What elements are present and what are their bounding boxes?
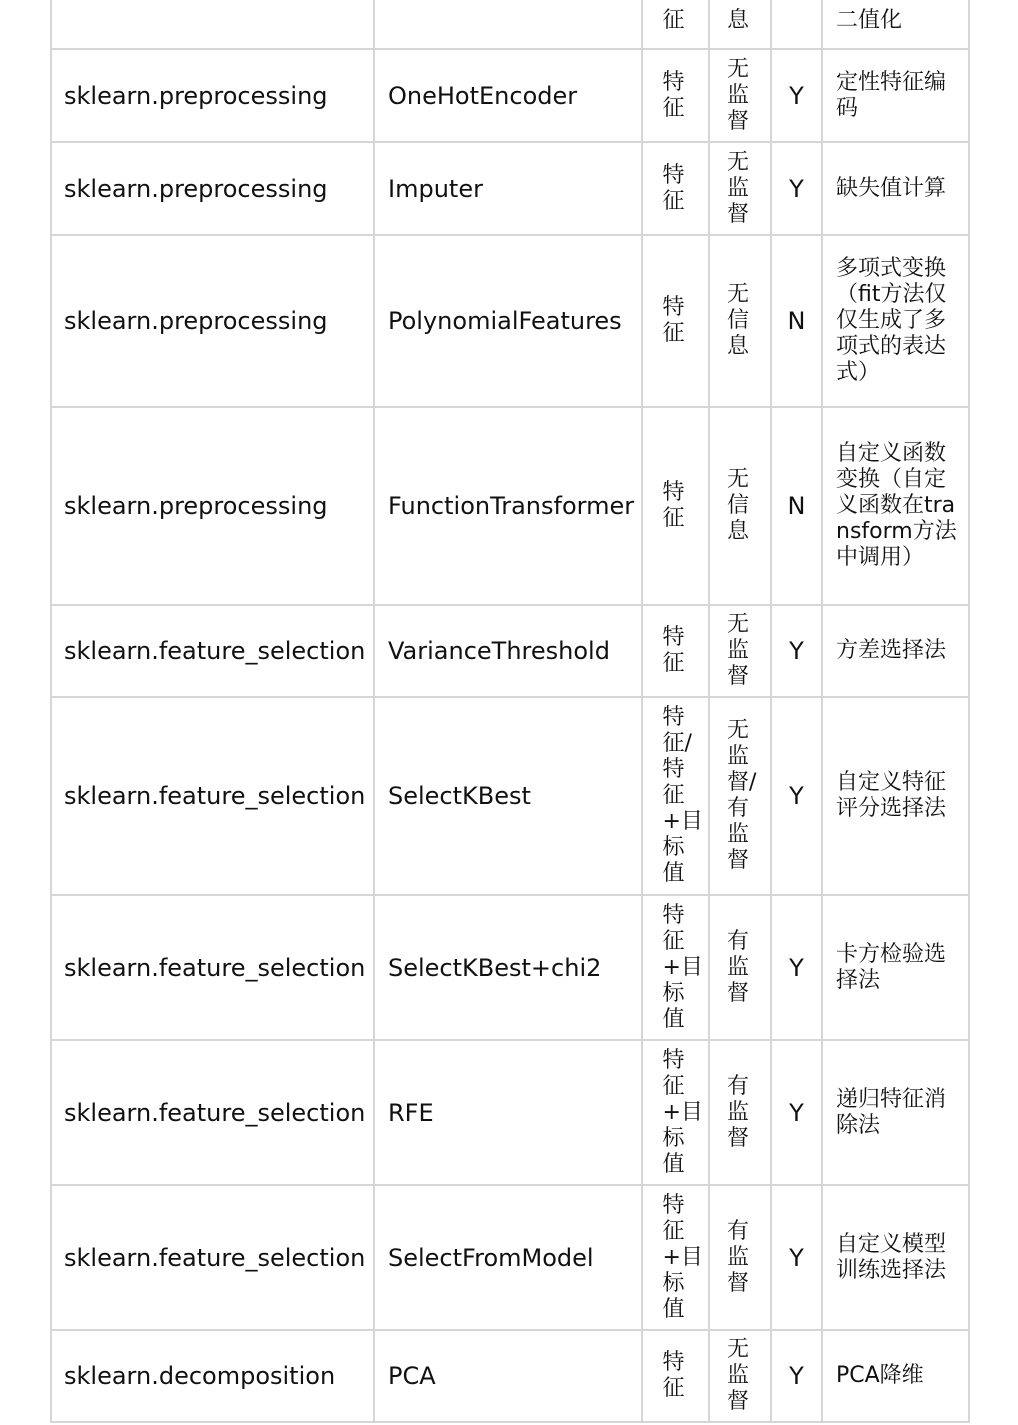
cell-input: 特征 (642, 235, 709, 407)
cell-description: 方差选择法 (822, 605, 969, 697)
cell-description: 卡方检验选择法 (822, 895, 969, 1040)
cell-description: PCA降维 (822, 1330, 969, 1422)
cell-module: sklearn.preprocessing (51, 235, 374, 407)
cell-class: PCA (374, 1330, 642, 1422)
cell-class: RFE (374, 1040, 642, 1185)
cell-input: 特征+目标值 (642, 895, 709, 1040)
cell-input: 特征 (642, 1330, 709, 1422)
sklearn-class-table (50, 0, 970, 1423)
cell-input: 特征 (642, 142, 709, 235)
cell-supervision: 无信息 (709, 235, 771, 407)
cell-fit: Y (771, 895, 822, 1040)
table-row (51, 895, 969, 1040)
cell-class: SelectKBest (374, 697, 642, 895)
cell-description: 多项式变换（fit方法仅仅生成了多项式的表达式） (822, 235, 969, 407)
table-row (51, 407, 969, 605)
cell-description: 二值化 (822, 0, 969, 49)
table-row (51, 49, 969, 142)
cell-input: 特征 (642, 407, 709, 605)
cell-fit: Y (771, 1185, 822, 1330)
table-row (51, 605, 969, 697)
cell-module: sklearn.decomposition (51, 1330, 374, 1422)
cell-fit: Y (771, 49, 822, 142)
table-row (51, 142, 969, 235)
cell-input: 特征+目标值 (642, 1040, 709, 1185)
cell-supervision: 有监督 (709, 895, 771, 1040)
cell-description: 自定义函数变换（自定义函数在transform方法中调用） (822, 407, 969, 605)
table-row (51, 1330, 969, 1422)
table-row (51, 0, 969, 49)
cell-fit: Y (771, 1330, 822, 1422)
cell-description: 自定义模型训练选择法 (822, 1185, 969, 1330)
cell-class (374, 0, 642, 49)
table-row (51, 1040, 969, 1185)
table-row (51, 1185, 969, 1330)
cell-class: SelectKBest+chi2 (374, 895, 642, 1040)
cell-description: 缺失值计算 (822, 142, 969, 235)
cell-description: 定性特征编码 (822, 49, 969, 142)
cell-supervision: 有监督 (709, 1185, 771, 1330)
cell-module: sklearn.feature_selection (51, 1185, 374, 1330)
table-row (51, 697, 969, 895)
cell-supervision: 有监督 (709, 1040, 771, 1185)
cell-supervision: 息 (709, 0, 771, 49)
cell-class: PolynomialFeatures (374, 235, 642, 407)
cell-fit (771, 0, 822, 49)
cell-module: sklearn.feature_selection (51, 697, 374, 895)
cell-input: 特征 (642, 605, 709, 697)
cell-input: 特征 (642, 49, 709, 142)
cell-fit: Y (771, 697, 822, 895)
cell-module: sklearn.preprocessing (51, 49, 374, 142)
cell-supervision: 无监督 (709, 605, 771, 697)
cell-input: 特征/特征+目标值 (642, 697, 709, 895)
cell-description: 自定义特征评分选择法 (822, 697, 969, 895)
cell-fit: Y (771, 1040, 822, 1185)
cell-supervision: 无监督 (709, 142, 771, 235)
cell-supervision: 无监督 (709, 49, 771, 142)
cell-input: 征 (642, 0, 709, 49)
cell-supervision: 无监督 (709, 1330, 771, 1422)
table-row (51, 235, 969, 407)
cell-module: sklearn.feature_selection (51, 1040, 374, 1185)
cell-fit: N (771, 407, 822, 605)
cell-module: sklearn.preprocessing (51, 407, 374, 605)
cell-module: sklearn.feature_selection (51, 895, 374, 1040)
cell-class: FunctionTransformer (374, 407, 642, 605)
cell-supervision: 无信息 (709, 407, 771, 605)
cell-fit: Y (771, 605, 822, 697)
cell-class: VarianceThreshold (374, 605, 642, 697)
cell-class: SelectFromModel (374, 1185, 642, 1330)
cell-supervision: 无监督/有监督 (709, 697, 771, 895)
cell-fit: Y (771, 142, 822, 235)
cell-class: OneHotEncoder (374, 49, 642, 142)
cell-module: sklearn.preprocessing (51, 142, 374, 235)
cell-module (51, 0, 374, 49)
cell-description: 递归特征消除法 (822, 1040, 969, 1185)
cell-class: Imputer (374, 142, 642, 235)
cell-module: sklearn.feature_selection (51, 605, 374, 697)
cell-input: 特征+目标值 (642, 1185, 709, 1330)
cell-fit: N (771, 235, 822, 407)
